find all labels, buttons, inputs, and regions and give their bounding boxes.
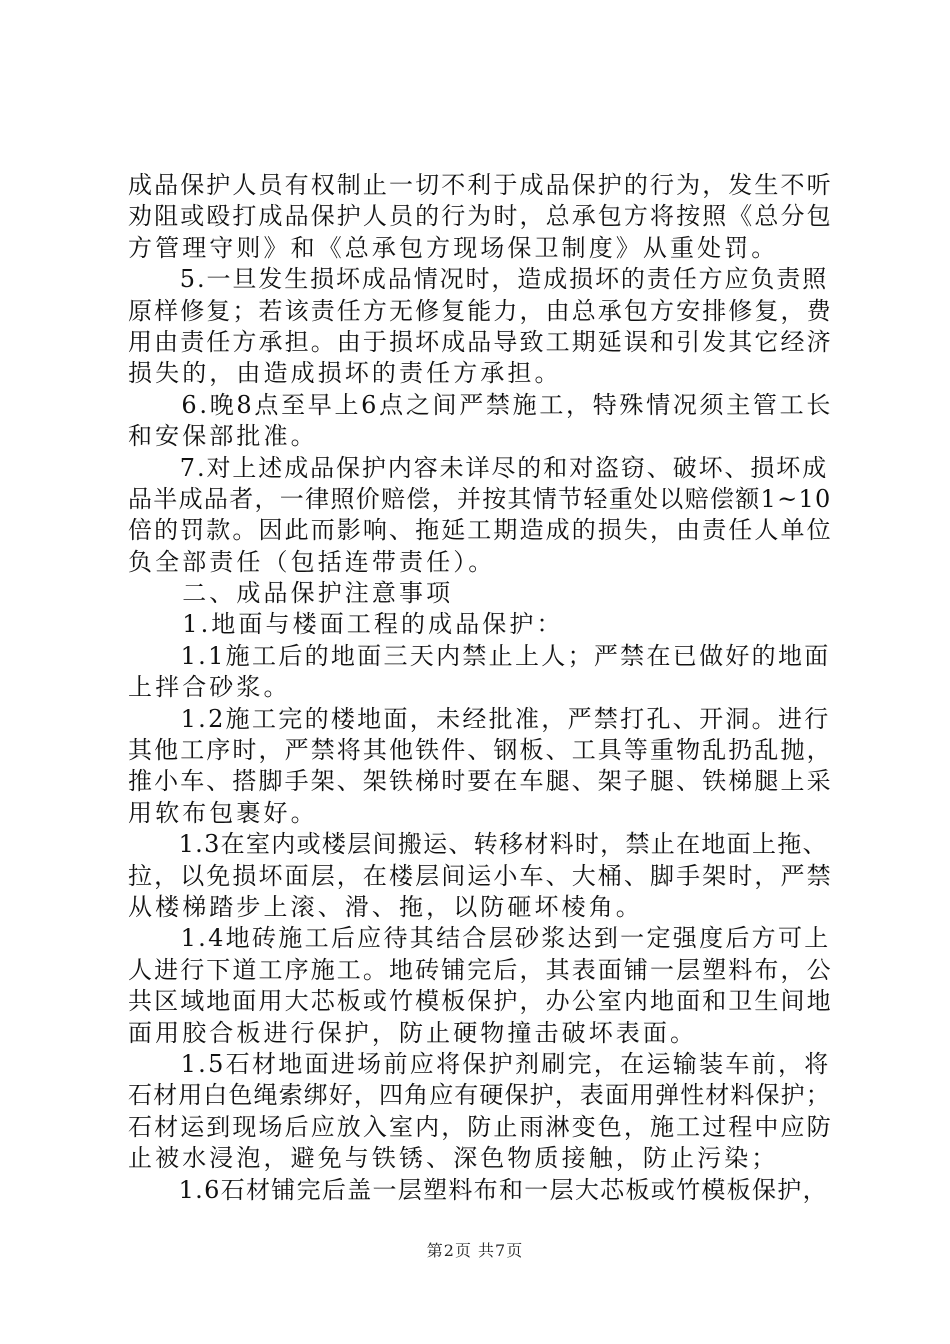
text-line: 损失的，由造成损坏的责任方承担。 bbox=[128, 359, 562, 388]
page-footer: 第2页 共7页 bbox=[426, 1241, 524, 1260]
text-line: 1.地面与楼面工程的成品保护： bbox=[128, 610, 564, 639]
text-line: 1.2施工完的楼地面，未经批准，严禁打孔、开洞。进行 bbox=[128, 704, 831, 733]
text-line: 7.对上述成品保护内容未详尽的和对盗窃、破坏、损坏成 bbox=[128, 453, 829, 482]
text-line: 劝阻或殴打成品保护人员的行为时，总承包方将按照《总分包 bbox=[128, 202, 833, 231]
text-line: 1.4地砖施工后应待其结合层砂浆达到一定强度后方可上 bbox=[128, 924, 831, 953]
text-line: 成品保护人员有权制止一切不利于成品保护的行为，发生不听 bbox=[128, 171, 833, 199]
text-line: 品半成品者，一律照价赔偿，并按其情节轻重处以赔偿额1~10 bbox=[128, 484, 832, 513]
text-line: 和安保部批准。 bbox=[128, 422, 318, 451]
text-line: 二、成品保护注意事项 bbox=[128, 579, 454, 608]
text-line: 石材用白色绳索绑好，四角应有硬保护，表面用弹性材料保护； bbox=[128, 1081, 831, 1110]
text-line: 5.一旦发生损坏成品情况时，造成损坏的责任方应负责照 bbox=[128, 265, 829, 294]
text-line: 6.晚8点至早上6点之间严禁施工，特殊情况须主管工长 bbox=[128, 390, 834, 419]
text-line: 面用胶合板进行保护，防止硬物撞击破坏表面。 bbox=[128, 1018, 698, 1047]
text-line: 用软布包裹好。 bbox=[128, 798, 318, 827]
body-text bbox=[128, 170, 833, 1206]
text-line: 拉，以免损坏面层，在楼层间运小车、大桶、脚手架时，严禁 bbox=[128, 861, 833, 890]
text-line: 1.6石材铺完后盖一层塑料布和一层大芯板或竹模板保护， bbox=[128, 1175, 828, 1204]
text-line: 其他工序时，严禁将其他铁件、钢板、工具等重物乱扔乱抛， bbox=[128, 736, 833, 765]
text-line: 石材运到现场后应放入室内，防止雨淋变色，施工过程中应防 bbox=[128, 1112, 833, 1141]
text-line: 止被水浸泡，避免与铁锈、深色物质接触，防止污染； bbox=[128, 1144, 779, 1173]
text-line: 人进行下道工序施工。地砖铺完后，其表面铺一层塑料布，公 bbox=[128, 955, 833, 984]
text-line: 1.3在室内或楼层间搬运、转移材料时，禁止在地面上拖、 bbox=[128, 830, 828, 859]
text-line: 共区域地面用大芯板或竹模板保护，办公室内地面和卫生间地 bbox=[128, 987, 833, 1016]
text-line: 用由责任方承担。由于损坏成品导致工期延误和引发其它经济 bbox=[128, 327, 833, 356]
text-line: 从楼梯踏步上滚、滑、拖，以防砸坏棱角。 bbox=[128, 892, 643, 921]
text-line: 1.1施工后的地面三天内禁止上人；严禁在已做好的地面 bbox=[128, 641, 831, 670]
text-line: 方管理守则》和《总承包方现场保卫制度》从重处罚。 bbox=[128, 233, 779, 262]
text-line: 推小车、搭脚手架、架铁梯时要在车腿、架子腿、铁梯腿上采 bbox=[128, 767, 833, 796]
text-line: 倍的罚款。因此而影响、拖延工期造成的损失，由责任人单位 bbox=[128, 516, 833, 545]
text-line: 负全部责任（包括连带责任）。 bbox=[128, 547, 496, 576]
text-line: 1.5石材地面进场前应将保护剂刷完，在运输装车前，将 bbox=[128, 1049, 831, 1078]
text-line: 原样修复；若该责任方无修复能力，由总承包方安排修复，费 bbox=[128, 296, 833, 325]
text-line: 上拌合砂浆。 bbox=[128, 673, 291, 702]
